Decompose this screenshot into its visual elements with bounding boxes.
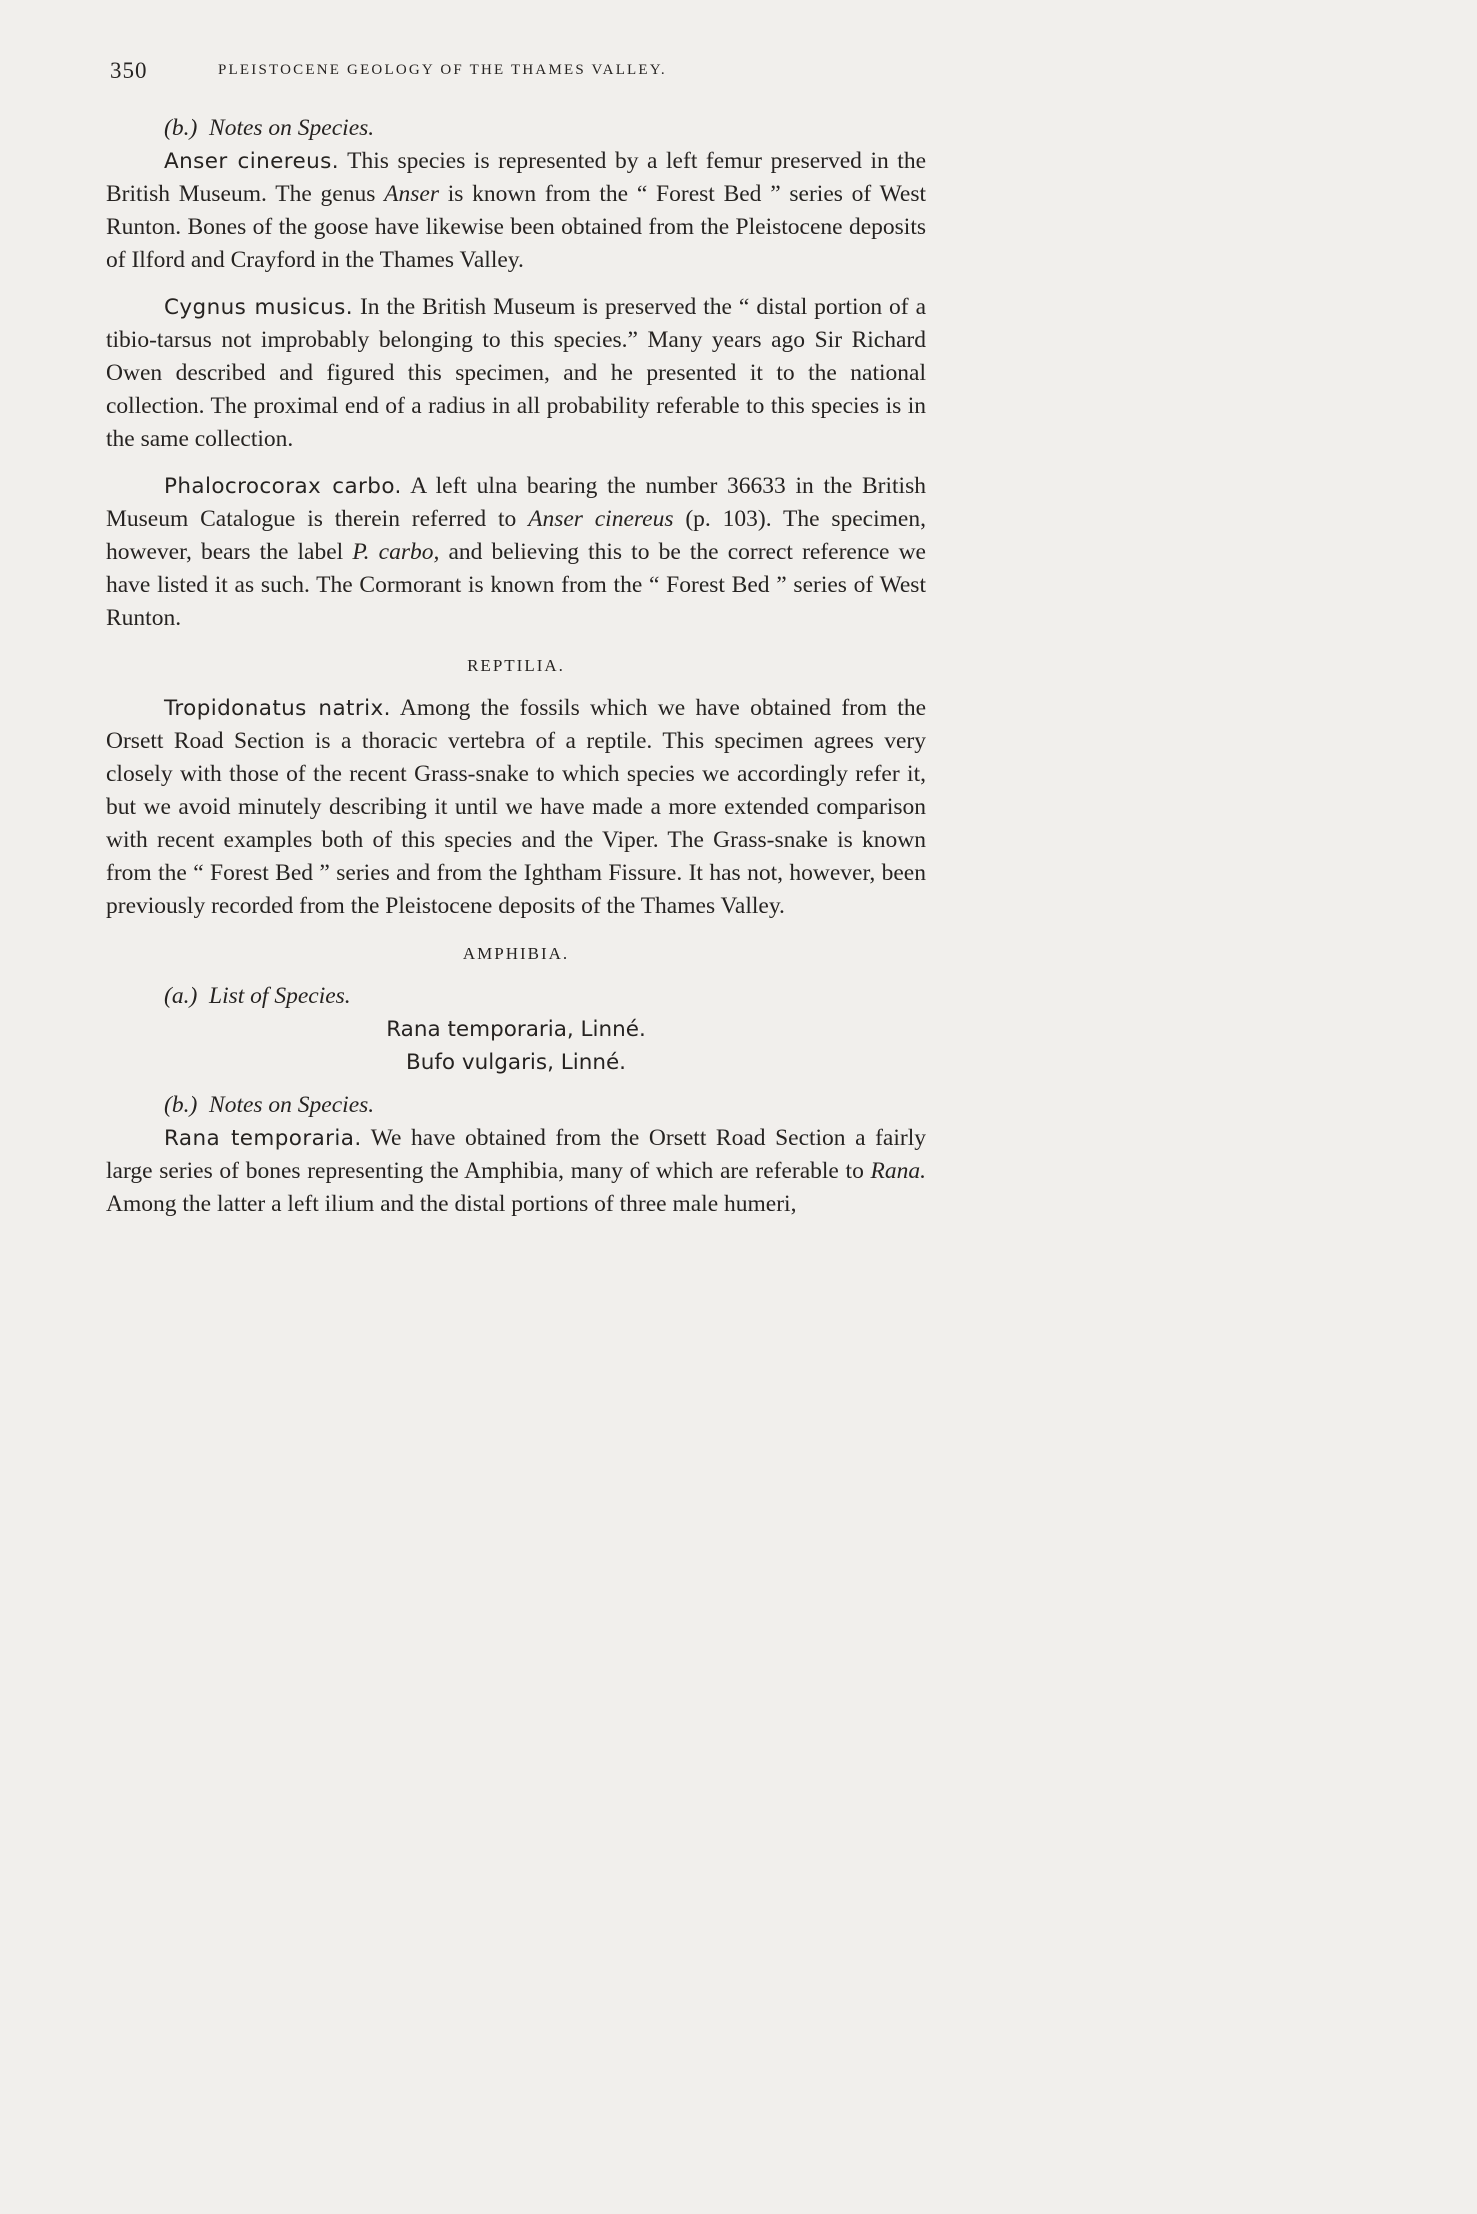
running-title: PLEISTOCENE GEOLOGY OF THE THAMES VALLEY. bbox=[218, 62, 667, 78]
paragraph-cygnus bbox=[106, 291, 926, 456]
paragraph-text: and believing this to be the correct reference we have listed it as such. The Cormorant is known from the “ Forest Bed ” series of West Runton. bbox=[106, 539, 926, 631]
notes-on-species-heading bbox=[106, 1089, 926, 1122]
paragraph-text: Among the latter a left ilium and the distal portions of three male humeri, bbox=[106, 1191, 797, 1217]
paragraph-text: Among the fossils which we have obtained from the Orsett Road Section is a thoracic vertebra of a reptile. This specimen agrees very closely with those of the recent Grass-snake to which species we accordingly refer it, but we avoid minutely describing it until we have made a more extended comparison with recent examples both of this species and the Viper. The Grass-snake is known from the “ Forest Bed ” series and from the Ightham Fissure. It has not, however, been previously recorded from the Pleistocene deposits of the Thames Valley. bbox=[106, 695, 926, 919]
paragraph-text: A left ulna bearing the number 36633 in the British Museum Catalogue is therein referred to bbox=[106, 473, 926, 532]
subsection-label: (b.) bbox=[164, 115, 198, 141]
species-name: Tropidonatus natrix. bbox=[164, 696, 391, 721]
paragraph-phalacrocorax bbox=[106, 470, 926, 635]
species-name: Cygnus musicus. bbox=[164, 295, 353, 320]
genus-name: Rana. bbox=[870, 1158, 926, 1184]
section-heading-reptilia: REPTILIA. bbox=[467, 656, 565, 675]
subsection-title: List of Species. bbox=[209, 983, 351, 1009]
paragraph-rana bbox=[106, 1122, 926, 1221]
species-name: Anser cinereus. bbox=[164, 149, 340, 174]
species-reference: Anser cinereus bbox=[528, 506, 674, 532]
page-header bbox=[110, 58, 930, 88]
list-of-species-heading bbox=[106, 980, 926, 1013]
paragraph-text: (p. 103). The specimen, however, bears the label bbox=[106, 506, 926, 565]
subsection-title: Notes on Species. bbox=[209, 1092, 375, 1118]
genus-name: Anser bbox=[384, 181, 439, 207]
page-number: 350 bbox=[110, 58, 148, 83]
notes-on-species-heading bbox=[106, 112, 926, 145]
species-list-item: Rana temporaria, Linné. bbox=[386, 1017, 646, 1042]
paragraph-text: is known from the “ Forest Bed ” series of West Runton. Bones of the goose have likewise been obtained from the Pleistocene deposits of Ilford and Crayford in the Thames Valley. bbox=[106, 181, 927, 273]
subsection-label: (b.) bbox=[164, 1092, 198, 1118]
species-list-item: Bufo vulgaris, Linné. bbox=[405, 1050, 627, 1075]
subsection-label: (a.) bbox=[164, 983, 198, 1009]
paragraph-anser bbox=[106, 145, 926, 277]
paragraph-text: In the British Museum is preserved the “ distal portion of a tibio-tarsus not improbably belonging to this species.” Many years ago Sir Richard Owen described and figured this specimen, and he presented it to the national collection. The proximal end of a radius in all probability referable to this species is in the same collection. bbox=[106, 294, 926, 452]
section-heading-amphibia: AMPHIBIA. bbox=[462, 944, 570, 963]
species-name: Rana temporaria. bbox=[164, 1126, 362, 1151]
paragraph-text: We have obtained from the Orsett Road Section a fairly large series of bones representing the Amphibia, many of which are referable to bbox=[106, 1125, 926, 1184]
species-name: Phalocrocorax carbo. bbox=[164, 474, 402, 499]
body-text bbox=[106, 112, 926, 1221]
paragraph-text: This species is represented by a left femur preserved in the British Museum. The genus bbox=[106, 148, 927, 207]
species-label: P. carbo, bbox=[352, 539, 440, 565]
subsection-title: Notes on Species. bbox=[209, 115, 375, 141]
paragraph-tropidonatus bbox=[106, 692, 926, 923]
